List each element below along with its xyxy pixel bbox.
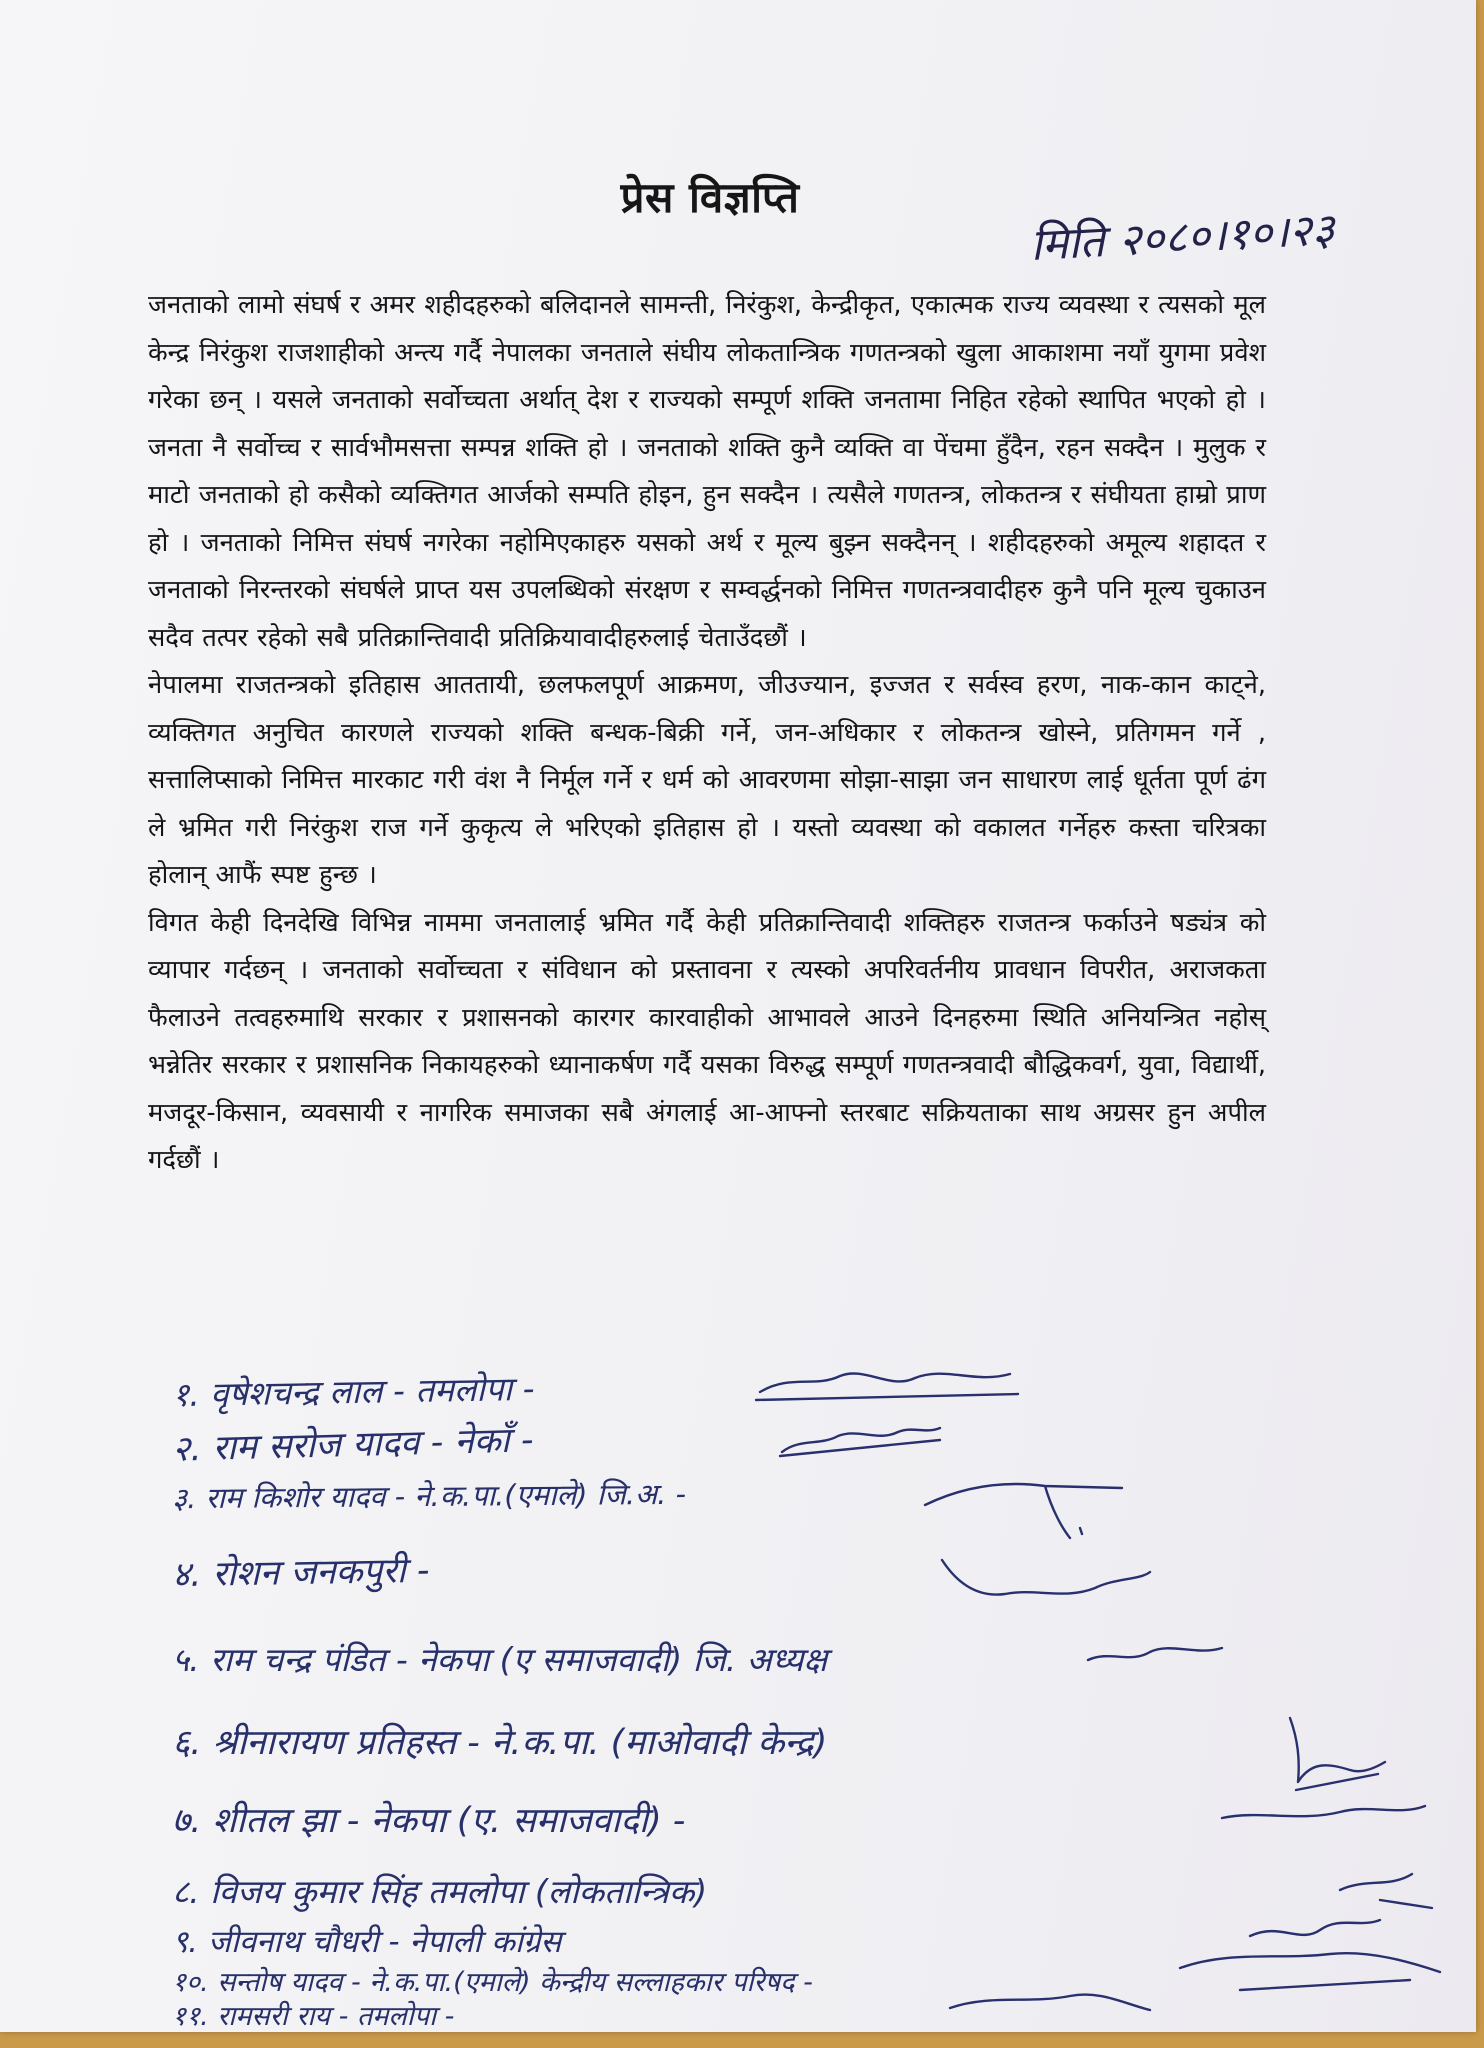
signatory-entry: ६. श्रीनारायण प्रतिहस्त - ने.क.पा. (माओवादी केन्द्र) [172,1723,828,1763]
signature-5 [1088,1648,1222,1660]
signatory-entry: २. राम सरोज यादव - नेकाँ - [171,1420,534,1470]
signatory-entry: ४. रोशन जनकपुरी - [171,1550,430,1596]
body-paragraph: नेपालमा राजतन्त्रको इतिहास आततायी, छलफलपूर्ण आक्रमण, जीउज्यान, इज्जत र सर्वस्व हरण, नाक-कान काट्ने, व्यक्तिगत अनुचित कारणले राज्यको शक्ति बन्धक-बिक्री गर्ने, जन-अधिकार र लोकतन्त्र खोस्ने, प्रतिगमन गर्ने , सत्तालिप्साको निमित्त मारकाट गरी वंश नै निर्मूल गर्ने र धर्म को आवरणमा सोझा-साझा जन साधारण लाई धूर्तता पूर्ण ढंग ले भ्रमित गरी निरंकुश राज गर्ने कुकृत्य ले भरिएको इतिहास हो । यस्तो व्यवस्था को वकालत गर्नेहरु कस्ता चरित्रका होलान् आफैं स्पष्ट हुन्छ । [148,670,1266,890]
signatory-entry: ५. राम चन्द्र पंडित - नेकपा (ए समाजवादी) जि. अध्यक्ष [172,1640,828,1679]
signature-6 [1290,1718,1385,1790]
handwritten-date: मिति २०८०।१०।२३ [1029,204,1336,271]
signature-3 [925,1484,1122,1538]
signatory-entry: ८. विजय कुमार सिंह तमलोपा (लोकतान्त्रिक) [172,1872,708,1911]
signatory-entry: १०. सन्तोष यादव - ने.क.पा.(एमाले) केन्द्रीय सल्लाहकार परिषद - [172,1967,813,1998]
signature-2 [780,1428,940,1456]
document-title: प्रेस विज्ञप्ति [620,173,800,222]
signature-9 [1250,1920,1380,1936]
signature-1 [756,1373,1018,1400]
signature-11 [950,1995,1150,2010]
signatory-entry: ११. रामसरी राय - तमलोपा - [172,2001,455,2032]
signature-4 [942,1560,1150,1595]
signatory-entry: ७. शीतल झा - नेकपा (ए. समाजवादी) - [172,1801,686,1841]
signatory-entry: ९. जीवनाथ चौधरी - नेपाली कांग्रेस [172,1924,562,1960]
signatory-entry: १. वृषेशचन्द्र लाल - तमलोपा - [171,1368,535,1415]
body-paragraph: जनताको लामो संघर्ष र अमर शहीदहरुको बलिदानले सामन्ती, निरंकुश, केन्द्रीकृत, एकात्मक राज्य व्यवस्था र त्यसको मूल केन्द्र निरंकुश राजशाहीको अन्त्य गर्दै नेपालका जनताले संघीय लोकतान्त्रिक गणतन्त्रको खुला आकाशमा नयाँ युगमा प्रवेश गरेका छन् । यसले जनताको सर्वोच्चता अर्थात् देश र राज्यको सम्पूर्ण शक्ति जनतामा निहित रहेको स्थापित भएको हो । जनता नै सर्वोच्च र सार्वभौमसत्ता सम्पन्न शक्ति हो । जनताको शक्ति कुनै व्यक्ति वा पेंचमा हुँदैन, रहन सक्दैन । मुलुक र माटो जनताको हो कसैको व्यक्तिगत आर्जको सम्पति होइन, हुन सक्दैन । त्यसैले गणतन्त्र, लोकतन्त्र र संघीयता हाम्रो प्राण हो । जनताको निमित्त संघर्ष नगरेका नहोमिएकाहरु यसको अर्थ र मूल्य बुझ्न सक्दैनन् । शहीदहरुको अमूल्य शहादत र जनताको निरन्तरको संघर्षले प्राप्त यस उपलब्धिको संरक्षण र सम्वर्द्धनको निमित्त गणतन्त्रवादीहरु कुनै पनि मूल्य चुकाउन सदैव तत्पर रहेको सबै प्रतिक्रान्तिवादी प्रतिक्रियावादीहरुलाई चेताउँदछौं । [148,290,1266,653]
signature-10 [1180,1953,1440,1990]
signatory-entry: ३. राम किशोर यादव - ने.क.पा.(एमाले) जि.अ. - [171,1476,687,1516]
signature-7 [1222,1806,1425,1818]
signature-8 [1340,1874,1432,1908]
body-paragraph: विगत केही दिनदेखि विभिन्न नाममा जनतालाई भ्रमित गर्दै केही प्रतिक्रान्तिवादी शक्तिहरु राजतन्त्र फर्काउने षड्यंत्र को व्यापार गर्दछन् । जनताको सर्वोच्चता र संविधान को प्रस्तावना र त्यस्को अपरिवर्तनीय प्रावधान विपरीत, अराजकता फैलाउने तत्वहरुमाथि सरकार र प्रशासनको कारगर कारवाहीको आभावले आउने दिनहरुमा स्थिति अनियन्त्रित नहोस् भन्नेतिर सरकार र प्रशासनिक निकायहरुको ध्यानाकर्षण गर्दै यसका विरुद्ध सम्पूर्ण गणतन्त्रवादी बौद्धिकवर्ग, युवा, विद्यार्थी, मजदूर-किसान, व्यवसायी र नागरिक समाजका सबै अंगलाई आ-आफ्नो स्तरबाट सक्रियताका साथ अग्रसर हुन अपील गर्दछौं । [148,907,1267,1175]
